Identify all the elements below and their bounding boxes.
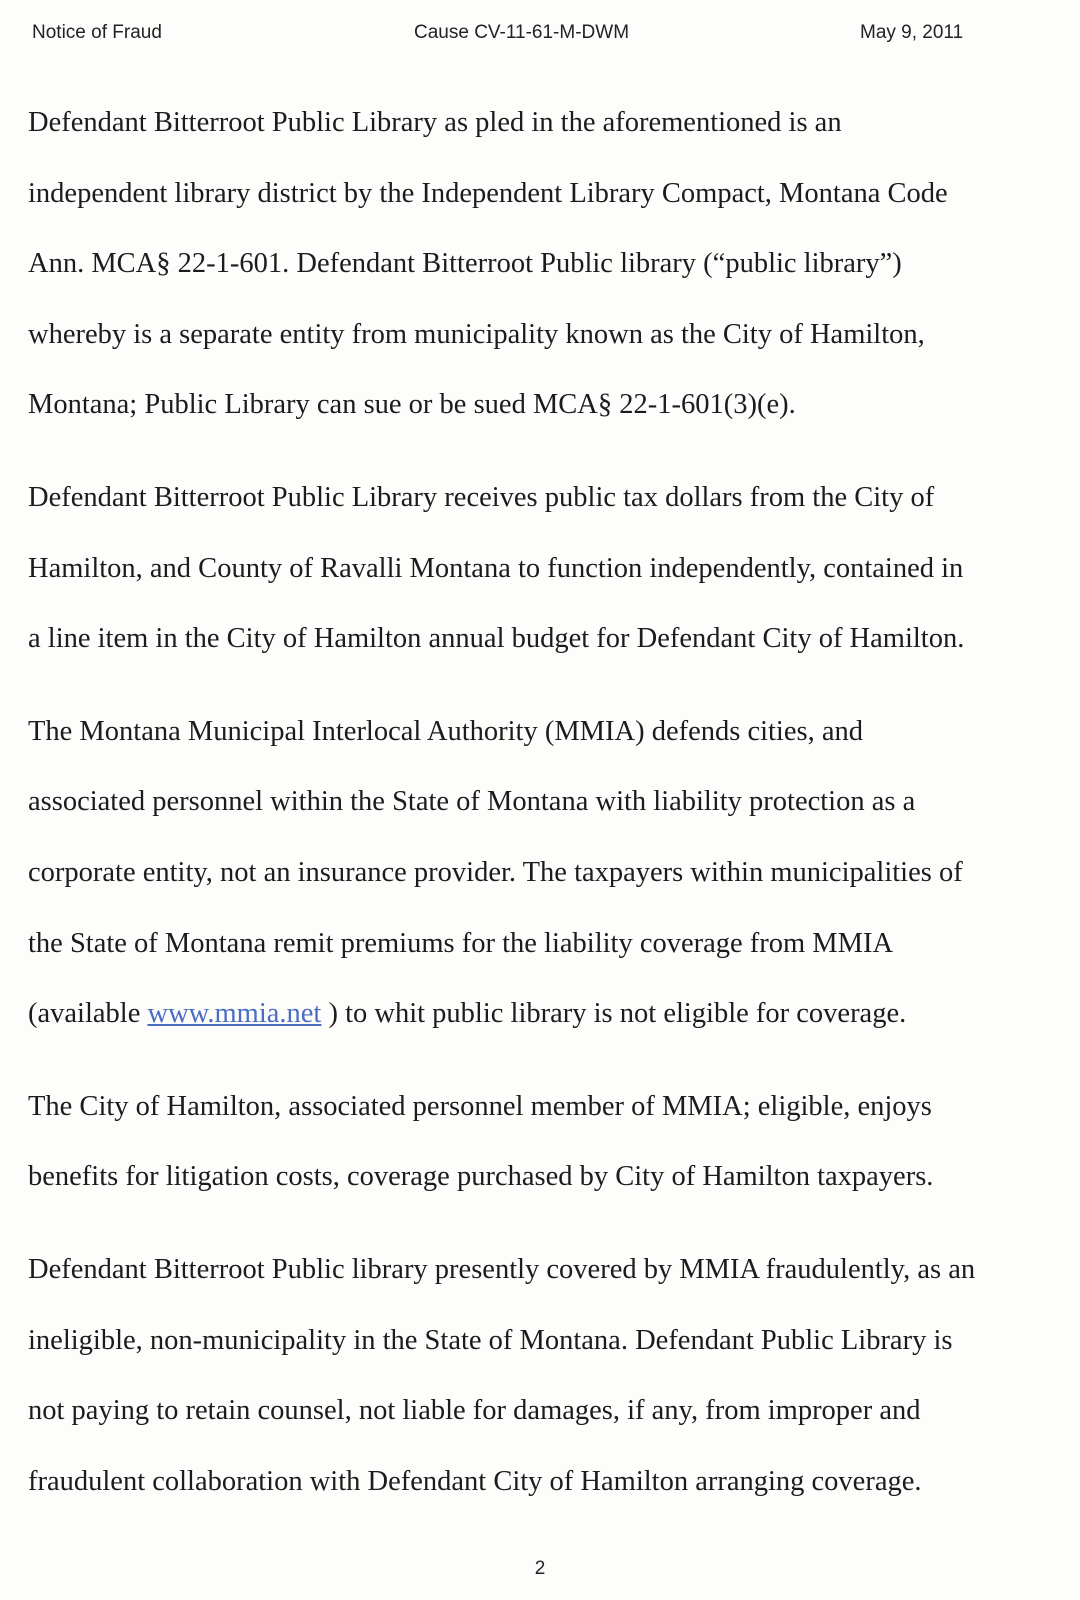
paragraph-1	[28, 88, 1058, 441]
paragraph-4	[28, 1072, 1058, 1213]
text-line: Defendant Bitterroot Public Library as pled in the aforementioned is an	[28, 107, 842, 138]
text-line: The Montana Municipal Interlocal Authority (MMIA) defends cities, and	[28, 715, 863, 747]
text-line: Defendant Bitterroot Public Library receives public tax dollars from the City of	[28, 481, 935, 513]
header-title: Notice of Fraud	[32, 22, 162, 43]
text-line: fraudulent collaboration with Defendant City of Hamilton arranging coverage.	[28, 1465, 922, 1497]
text-line: associated personnel within the State of Montana with liability protection as a	[28, 786, 916, 818]
text-line: Hamilton, and County of Ravalli Montana to function independently, contained in	[28, 552, 964, 584]
header-cause-number: Cause CV-11-61-M-DWM	[414, 22, 630, 43]
text-line: The City of Hamilton, associated personnel member of MMIA; eligible, enjoys	[28, 1090, 932, 1122]
header-date: May 9, 2011	[860, 22, 964, 43]
text-line-with-link	[28, 979, 1058, 1050]
text-line: Montana; Public Library can sue or be sued MCA§ 22-1-601(3)(e).	[28, 389, 796, 421]
text-line: corporate entity, not an insurance provider. The taxpayers within municipalities of	[28, 856, 963, 888]
text-line: benefits for litigation costs, coverage purchased by City of Hamilton taxpayers.	[28, 1161, 934, 1193]
link-prefix-text: (available	[28, 998, 148, 1030]
link-suffix-text: ) to whit public library is not eligible for coverage.	[321, 998, 907, 1030]
text-line: the State of Montana remit premiums for the liability coverage from MMIA	[28, 927, 894, 959]
document-body	[28, 88, 1058, 1539]
text-line: independent library district by the Independent Library Compact, Montana Code	[28, 177, 948, 209]
text-line: not paying to retain counsel, not liable for damages, if any, from improper and	[28, 1395, 921, 1427]
page-header	[32, 22, 980, 52]
mmia-website-link[interactable]: www.mmia.net	[147, 998, 322, 1030]
text-line: ineligible, non-municipality in the State of Montana. Defendant Public Library is	[28, 1324, 953, 1356]
text-line: Defendant Bitterroot Public library presently covered by MMIA fraudulently, as an	[28, 1253, 976, 1285]
paragraph-3	[28, 697, 1058, 1050]
text-line: whereby is a separate entity from municipality known as the City of Hamilton,	[28, 318, 925, 350]
page-number: 2	[534, 1558, 546, 1579]
text-line: a line item in the City of Hamilton annual budget for Defendant City of Hamilton.	[28, 623, 965, 655]
paragraph-2	[28, 463, 1058, 675]
text-line: Ann. MCA§ 22-1-601. Defendant Bitterroot Public library (“public library”)	[28, 248, 902, 280]
paragraph-5	[28, 1235, 1058, 1517]
